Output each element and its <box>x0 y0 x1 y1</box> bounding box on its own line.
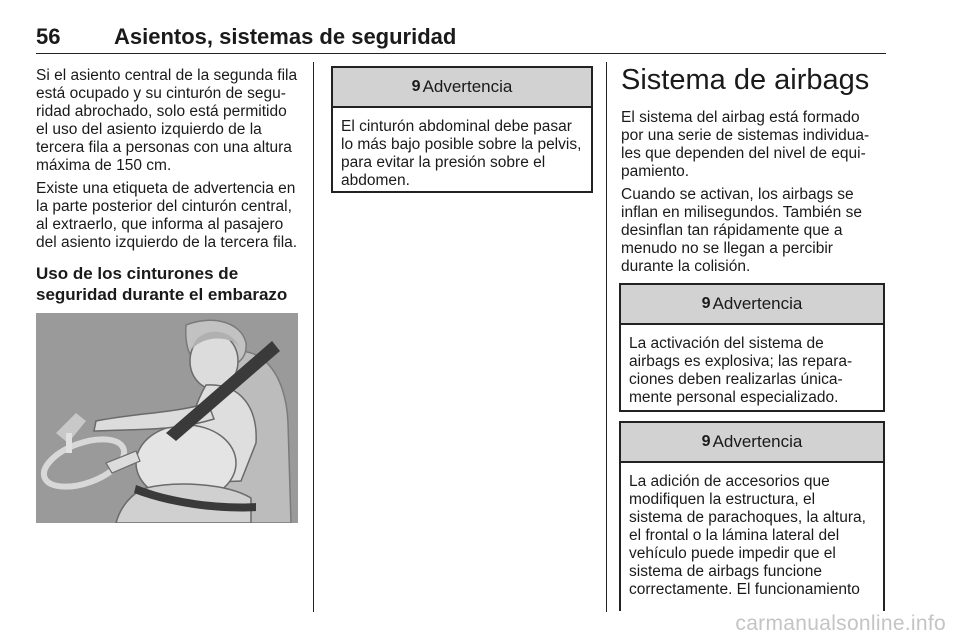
col1-paragraph-1 <box>36 67 304 175</box>
pregnant-seatbelt-illustration <box>36 313 298 523</box>
section-title: Asientos, sistemas de seguridad <box>114 24 457 49</box>
text-line: menudo no se llegan a percibir <box>621 240 833 257</box>
text-line: la parte posterior del cinturón central, <box>36 198 292 215</box>
warning-header <box>333 68 591 108</box>
text-line: inflan en milisegundos. También se <box>621 204 862 221</box>
text-line: desinflan tan rápidamente que a <box>621 222 843 239</box>
text-line: seguridad durante el embarazo <box>36 285 288 304</box>
page-number: 56 <box>36 24 61 49</box>
column-divider-right <box>606 62 607 612</box>
text-line: al extraerlo, que informa al pasajero <box>36 216 284 233</box>
text-line: ciones deben realizarlas única- <box>629 371 843 388</box>
warning-header <box>621 285 883 325</box>
watermark: carmanualsonline.info <box>735 612 946 635</box>
warning-icon: 9 <box>701 433 711 450</box>
text-line: correctamente. El funcionamiento <box>629 581 860 598</box>
subheading-pregnancy <box>36 263 304 305</box>
text-line: mente personal especializado. <box>629 389 839 406</box>
heading-airbag-system: Sistema de airbags <box>621 64 870 96</box>
text-line: el frontal o la lámina lateral del <box>629 527 840 544</box>
text-line: abdomen. <box>341 172 410 189</box>
col3-paragraph-2 <box>621 186 883 276</box>
text-line: máxima de 150 cm. <box>36 157 172 174</box>
text-line: para evitar la presión sobre el <box>341 154 546 171</box>
warning-body <box>621 325 883 407</box>
text-line: lo más bajo posible sobre la pelvis, <box>341 136 582 153</box>
text-line: pamiento. <box>621 163 690 180</box>
warning-icon: 9 <box>411 78 421 95</box>
text-line: les que dependen del nivel de equi- <box>621 145 866 162</box>
text-line: Existe una etiqueta de advertencia en <box>36 180 296 197</box>
header-rule <box>36 53 886 54</box>
warning-header <box>621 423 883 463</box>
column-divider-left <box>313 62 314 612</box>
text-line: Cuando se activan, los airbags se <box>621 186 854 203</box>
text-line: vehículo puede impedir que el <box>629 545 836 562</box>
text-line: Uso de los cinturones de <box>36 264 239 283</box>
text-line: sistema de airbags funcione <box>629 563 823 580</box>
warning-box-belt <box>331 66 593 193</box>
warning-box-activation <box>619 283 885 412</box>
text-line: El cinturón abdominal debe pasar <box>341 118 572 135</box>
text-line: Si el asiento central de la segunda fila <box>36 67 298 84</box>
warning-title: Advertencia <box>712 432 803 451</box>
text-line: La adición de accesorios que <box>629 473 830 490</box>
warning-icon: 9 <box>701 295 711 312</box>
text-line: La activación del sistema de <box>629 335 824 352</box>
text-line: el uso del asiento izquierdo de la <box>36 121 262 138</box>
text-line: El sistema del airbag está formado <box>621 109 860 126</box>
col3-paragraph-1 <box>621 109 883 181</box>
warning-title: Advertencia <box>422 77 513 96</box>
warning-body <box>621 463 883 599</box>
text-line: está ocupado y su cinturón de segu- <box>36 85 286 102</box>
text-line: tercera fila a personas con una altura <box>36 139 292 156</box>
text-line: durante la colisión. <box>621 258 751 275</box>
text-line: del asiento izquierdo de la tercera fila. <box>36 234 298 251</box>
text-line: ridad abrochado, solo está permitido <box>36 103 287 120</box>
wiper-stalk <box>66 433 72 453</box>
warning-box-accessories <box>619 421 885 611</box>
text-line: por una serie de sistemas individua- <box>621 127 870 144</box>
text-line: sistema de parachoques, la altura, <box>629 509 866 526</box>
warning-title: Advertencia <box>712 294 803 313</box>
text-line: airbags es explosiva; las repara- <box>629 353 853 370</box>
col1-paragraph-2 <box>36 180 304 252</box>
warning-body <box>333 108 591 190</box>
text-line: modifiquen la estructura, el <box>629 491 816 508</box>
